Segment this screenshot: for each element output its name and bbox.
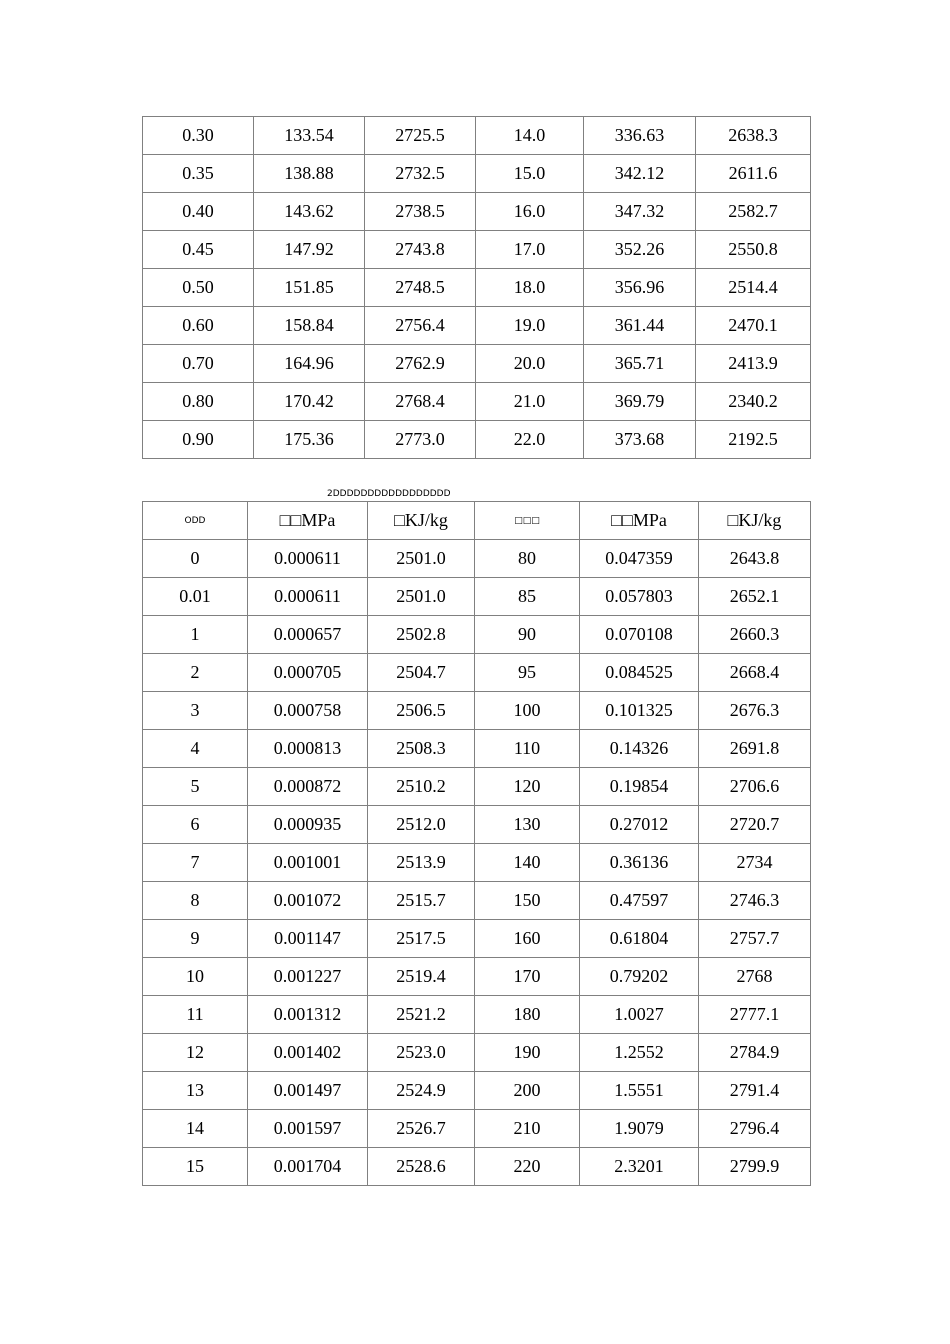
table-cell: 14 bbox=[143, 1110, 248, 1148]
table-cell: 2514.4 bbox=[696, 269, 811, 307]
table-cell: 2734 bbox=[699, 844, 811, 882]
table-cell: 100 bbox=[475, 692, 580, 730]
table-cell: 12 bbox=[143, 1034, 248, 1072]
table-cell: 0.001704 bbox=[248, 1148, 368, 1186]
table-cell: 0.000611 bbox=[248, 578, 368, 616]
table-cell: 9 bbox=[143, 920, 248, 958]
table-cell: 0.000935 bbox=[248, 806, 368, 844]
table-cell: 0.001227 bbox=[248, 958, 368, 996]
table-cell: 16.0 bbox=[476, 193, 584, 231]
table-row bbox=[143, 692, 811, 730]
table-cell: 0.47597 bbox=[580, 882, 699, 920]
table-row bbox=[143, 578, 811, 616]
table-cell: 2720.7 bbox=[699, 806, 811, 844]
saturated-steam-temperature-table bbox=[142, 501, 811, 1186]
table-cell: 150 bbox=[475, 882, 580, 920]
table-cell: 0.070108 bbox=[580, 616, 699, 654]
table-cell: 138.88 bbox=[254, 155, 365, 193]
table-cell: 2738.5 bbox=[365, 193, 476, 231]
table-cell: 2340.2 bbox=[696, 383, 811, 421]
table-cell: 0.084525 bbox=[580, 654, 699, 692]
table-cell: 80 bbox=[475, 540, 580, 578]
table-row bbox=[143, 117, 811, 155]
table-cell: 170 bbox=[475, 958, 580, 996]
table-header-row bbox=[143, 502, 811, 540]
table-cell: 2748.5 bbox=[365, 269, 476, 307]
table-cell: 1.0027 bbox=[580, 996, 699, 1034]
table-cell: 19.0 bbox=[476, 307, 584, 345]
table-cell: 0.000758 bbox=[248, 692, 368, 730]
header-cell: ODD bbox=[143, 502, 248, 540]
table-row bbox=[143, 540, 811, 578]
table-cell: 0.001001 bbox=[248, 844, 368, 882]
table-row bbox=[143, 616, 811, 654]
table-cell: 164.96 bbox=[254, 345, 365, 383]
table-cell: 0.27012 bbox=[580, 806, 699, 844]
table-cell: 2413.9 bbox=[696, 345, 811, 383]
table-cell: 2192.5 bbox=[696, 421, 811, 459]
table-cell: 2501.0 bbox=[368, 578, 475, 616]
table-cell: 2523.0 bbox=[368, 1034, 475, 1072]
table-cell: 0.90 bbox=[143, 421, 254, 459]
table-cell: 2611.6 bbox=[696, 155, 811, 193]
table-row bbox=[143, 654, 811, 692]
table-cell: 336.63 bbox=[584, 117, 696, 155]
table-cell: 0.057803 bbox=[580, 578, 699, 616]
table-row bbox=[143, 806, 811, 844]
table-cell: 2502.8 bbox=[368, 616, 475, 654]
table-cell: 373.68 bbox=[584, 421, 696, 459]
table-cell: 200 bbox=[475, 1072, 580, 1110]
table-cell: 356.96 bbox=[584, 269, 696, 307]
table-cell: 2470.1 bbox=[696, 307, 811, 345]
table-cell: 2762.9 bbox=[365, 345, 476, 383]
table-cell: 0.79202 bbox=[580, 958, 699, 996]
table-row bbox=[143, 1034, 811, 1072]
table-cell: 1.2552 bbox=[580, 1034, 699, 1072]
table-row bbox=[143, 1148, 811, 1186]
table-cell: 0.70 bbox=[143, 345, 254, 383]
table-cell: 0.01 bbox=[143, 578, 248, 616]
saturated-steam-pressure-table bbox=[142, 116, 811, 459]
table-cell: 95 bbox=[475, 654, 580, 692]
table-row bbox=[143, 1072, 811, 1110]
table-cell: 140 bbox=[475, 844, 580, 882]
table-cell: 0.001402 bbox=[248, 1034, 368, 1072]
table-cell: 0.047359 bbox=[580, 540, 699, 578]
table-cell: 120 bbox=[475, 768, 580, 806]
table-cell: 0.000705 bbox=[248, 654, 368, 692]
table-row bbox=[143, 269, 811, 307]
table-cell: 18.0 bbox=[476, 269, 584, 307]
table-row bbox=[143, 958, 811, 996]
table-cell: 0.61804 bbox=[580, 920, 699, 958]
table-cell: 2638.3 bbox=[696, 117, 811, 155]
table-cell: 2756.4 bbox=[365, 307, 476, 345]
table-cell: 10 bbox=[143, 958, 248, 996]
table-cell: 158.84 bbox=[254, 307, 365, 345]
table-cell: 11 bbox=[143, 996, 248, 1034]
table-cell: 0.14326 bbox=[580, 730, 699, 768]
table-cell: 3 bbox=[143, 692, 248, 730]
table-cell: 2515.7 bbox=[368, 882, 475, 920]
table-cell: 2777.1 bbox=[699, 996, 811, 1034]
table-cell: 2506.5 bbox=[368, 692, 475, 730]
table-cell: 147.92 bbox=[254, 231, 365, 269]
table-cell: 0.001312 bbox=[248, 996, 368, 1034]
table-cell: 2676.3 bbox=[699, 692, 811, 730]
table-cell: 2743.8 bbox=[365, 231, 476, 269]
table-row bbox=[143, 844, 811, 882]
table-cell: 2668.4 bbox=[699, 654, 811, 692]
table-cell: 342.12 bbox=[584, 155, 696, 193]
table-cell: 0.35 bbox=[143, 155, 254, 193]
table-cell: 2528.6 bbox=[368, 1148, 475, 1186]
table-row bbox=[143, 421, 811, 459]
table-cell: 2510.2 bbox=[368, 768, 475, 806]
table-cell: 2746.3 bbox=[699, 882, 811, 920]
table-row bbox=[143, 730, 811, 768]
table-cell: 2791.4 bbox=[699, 1072, 811, 1110]
table-cell: 2660.3 bbox=[699, 616, 811, 654]
table-cell: 2773.0 bbox=[365, 421, 476, 459]
table-cell: 175.36 bbox=[254, 421, 365, 459]
table-cell: 2.3201 bbox=[580, 1148, 699, 1186]
table-cell: 180 bbox=[475, 996, 580, 1034]
table-cell: 90 bbox=[475, 616, 580, 654]
table-cell: 2504.7 bbox=[368, 654, 475, 692]
table-cell: 2526.7 bbox=[368, 1110, 475, 1148]
table-cell: 170.42 bbox=[254, 383, 365, 421]
table-cell: 14.0 bbox=[476, 117, 584, 155]
table-cell: 13 bbox=[143, 1072, 248, 1110]
table-cell: 2706.6 bbox=[699, 768, 811, 806]
table-cell: 130 bbox=[475, 806, 580, 844]
table-cell: 2508.3 bbox=[368, 730, 475, 768]
table-cell: 0.60 bbox=[143, 307, 254, 345]
table-cell: 17.0 bbox=[476, 231, 584, 269]
table-cell: 2643.8 bbox=[699, 540, 811, 578]
table-row bbox=[143, 307, 811, 345]
table-cell: 0.000611 bbox=[248, 540, 368, 578]
header-cell: □KJ/kg bbox=[699, 502, 811, 540]
table-cell: 151.85 bbox=[254, 269, 365, 307]
header-cell: □KJ/kg bbox=[368, 502, 475, 540]
table-cell: 2732.5 bbox=[365, 155, 476, 193]
table-cell: 6 bbox=[143, 806, 248, 844]
header-cell: □□MPa bbox=[248, 502, 368, 540]
table-row bbox=[143, 345, 811, 383]
table-row bbox=[143, 231, 811, 269]
table-cell: 0.30 bbox=[143, 117, 254, 155]
table-cell: 1 bbox=[143, 616, 248, 654]
table-cell: 2517.5 bbox=[368, 920, 475, 958]
table-cell: 7 bbox=[143, 844, 248, 882]
table-cell: 0.001072 bbox=[248, 882, 368, 920]
table-cell: 160 bbox=[475, 920, 580, 958]
table-cell: 2784.9 bbox=[699, 1034, 811, 1072]
table-cell: 0.36136 bbox=[580, 844, 699, 882]
table-cell: 0.001497 bbox=[248, 1072, 368, 1110]
table-cell: 1.5551 bbox=[580, 1072, 699, 1110]
table-cell: 4 bbox=[143, 730, 248, 768]
table-cell: 2501.0 bbox=[368, 540, 475, 578]
header-cell: □□MPa bbox=[580, 502, 699, 540]
table-cell: 20.0 bbox=[476, 345, 584, 383]
table-cell: 2513.9 bbox=[368, 844, 475, 882]
table-cell: 0 bbox=[143, 540, 248, 578]
table-cell: 2652.1 bbox=[699, 578, 811, 616]
table-cell: 143.62 bbox=[254, 193, 365, 231]
table-cell: 0.101325 bbox=[580, 692, 699, 730]
table-cell: 0.001597 bbox=[248, 1110, 368, 1148]
table-cell: 15 bbox=[143, 1148, 248, 1186]
table-row bbox=[143, 882, 811, 920]
table-cell: 2 bbox=[143, 654, 248, 692]
table-cell: 0.001147 bbox=[248, 920, 368, 958]
table-cell: 220 bbox=[475, 1148, 580, 1186]
table-cell: 0.000813 bbox=[248, 730, 368, 768]
table-cell: 2582.7 bbox=[696, 193, 811, 231]
table-cell: 5 bbox=[143, 768, 248, 806]
table-cell: 365.71 bbox=[584, 345, 696, 383]
table-cell: 2768 bbox=[699, 958, 811, 996]
table-cell: 2725.5 bbox=[365, 117, 476, 155]
table-cell: 8 bbox=[143, 882, 248, 920]
table-row bbox=[143, 1110, 811, 1148]
table-cell: 361.44 bbox=[584, 307, 696, 345]
table-cell: 2524.9 bbox=[368, 1072, 475, 1110]
table-cell: 0.80 bbox=[143, 383, 254, 421]
table-cell: 210 bbox=[475, 1110, 580, 1148]
table-cell: 2521.2 bbox=[368, 996, 475, 1034]
table-cell: 2768.4 bbox=[365, 383, 476, 421]
table-cell: 2796.4 bbox=[699, 1110, 811, 1148]
table-cell: 0.50 bbox=[143, 269, 254, 307]
table-cell: 0.000657 bbox=[248, 616, 368, 654]
table-cell: 0.19854 bbox=[580, 768, 699, 806]
table-cell: 133.54 bbox=[254, 117, 365, 155]
table-cell: 22.0 bbox=[476, 421, 584, 459]
table-cell: 0.45 bbox=[143, 231, 254, 269]
table-cell: 2519.4 bbox=[368, 958, 475, 996]
table-cell: 352.26 bbox=[584, 231, 696, 269]
table-cell: 21.0 bbox=[476, 383, 584, 421]
table-row bbox=[143, 193, 811, 231]
table-cell: 0.40 bbox=[143, 193, 254, 231]
table-row bbox=[143, 996, 811, 1034]
table-row bbox=[143, 155, 811, 193]
table-row bbox=[143, 383, 811, 421]
table-cell: 1.9079 bbox=[580, 1110, 699, 1148]
header-cell: □□□ bbox=[475, 502, 580, 540]
table-cell: 0.000872 bbox=[248, 768, 368, 806]
table-cell: 347.32 bbox=[584, 193, 696, 231]
table-cell: 369.79 bbox=[584, 383, 696, 421]
table-cell: 2512.0 bbox=[368, 806, 475, 844]
table-cell: 2757.7 bbox=[699, 920, 811, 958]
table-row bbox=[143, 920, 811, 958]
table-cell: 2691.8 bbox=[699, 730, 811, 768]
table-cell: 2799.9 bbox=[699, 1148, 811, 1186]
table-cell: 190 bbox=[475, 1034, 580, 1072]
table-cell: 110 bbox=[475, 730, 580, 768]
table-cell: 2550.8 bbox=[696, 231, 811, 269]
table-row bbox=[143, 768, 811, 806]
table-cell: 15.0 bbox=[476, 155, 584, 193]
table-cell: 85 bbox=[475, 578, 580, 616]
table-caption: 2DDDDDDDDDDDDDDDDD bbox=[327, 489, 451, 499]
